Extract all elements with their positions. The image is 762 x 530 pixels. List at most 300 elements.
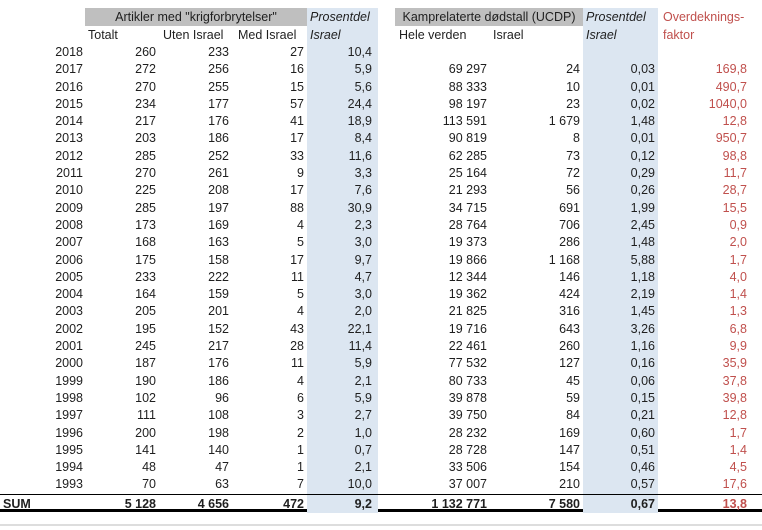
cell-year: 2004 [55,287,83,302]
cell-ucdp-israel: 7 580 [548,496,580,511]
cell-overdekningsfaktor: 2,0 [729,235,747,250]
cell-totalt: 205 [135,304,156,319]
column-gap [378,8,395,26]
cell-totalt: 102 [135,390,156,405]
cell-totalt: 233 [135,269,156,284]
cell-overdekningsfaktor: 12,8 [722,114,747,129]
cell-overdekningsfaktor: 35,9 [722,356,747,371]
cell-prosentdel-ucdp: 2,45 [583,217,658,234]
cell-med-israel: 15 [290,79,304,94]
cell-totalt: 187 [135,356,156,371]
header-articles-prosentdel: Prosentdel [307,8,378,26]
column-gap [378,79,395,96]
cell-prosentdel-israel: 2,1 [307,373,378,390]
cell-ucdp-israel: 10 [566,79,580,94]
column-gap [378,321,395,338]
header-ucdp-israel: Israel [493,28,524,42]
cell-ucdp-israel: 73 [566,148,580,163]
cell-overdekningsfaktor: 490,7 [715,79,747,94]
cell-overdekningsfaktor: 13,8 [722,496,747,511]
cell-hele-verden: 34 715 [448,200,487,215]
cell-prosentdel-ucdp: 0,01 [583,130,658,147]
column-gap [378,182,395,199]
cell-prosentdel-israel: 30,9 [307,200,378,217]
cell-year: 2017 [55,62,83,77]
cell-totalt: 168 [135,235,156,250]
table-row [0,234,762,251]
cell-uten-israel: 47 [215,460,229,475]
cell-totalt: 285 [135,200,156,215]
cell-prosentdel-ucdp: 0,46 [583,459,658,476]
cell-prosentdel-israel: 18,9 [307,113,378,130]
column-gap [378,286,395,303]
cell-year: 1999 [55,373,83,388]
cell-prosentdel-israel: 10,0 [307,476,378,493]
table-body [0,44,762,512]
cell-overdekningsfaktor: 98,8 [722,148,747,163]
cell-uten-israel: 163 [208,235,229,250]
cell-prosentdel-israel: 1,0 [307,425,378,442]
cell-uten-israel: 252 [208,148,229,163]
cell-prosentdel-ucdp: 0,51 [583,442,658,459]
cell-overdekningsfaktor: 39,8 [722,390,747,405]
column-gap [378,165,395,182]
cell-year: 2003 [55,304,83,319]
column-gap [378,61,395,78]
cell-uten-israel: 222 [208,269,229,284]
header-deaths-group: Kamprelaterte dødstall (UCDP) [395,8,583,26]
column-gap [378,390,395,407]
cell-year: 2018 [55,45,83,59]
column-gap [378,234,395,251]
table-row [0,96,762,113]
cell-overdekningsfaktor: 4,0 [729,269,747,284]
cell-uten-israel: 186 [208,373,229,388]
cell-hele-verden [395,44,490,61]
cell-overdekningsfaktor: 15,5 [722,200,747,215]
column-gap [378,269,395,286]
cell-year: 2001 [55,339,83,354]
cell-overdekningsfaktor: 1,7 [729,252,747,267]
cell-year: 2014 [55,114,83,129]
cell-uten-israel: 108 [208,408,229,423]
cell-med-israel: 41 [290,114,304,129]
cell-uten-israel: 176 [208,356,229,371]
header-deaths-prosentdel: Prosentdel [583,8,658,26]
header-overcoverage-line2: faktor [663,28,695,42]
column-gap [378,495,395,513]
cell-ucdp-israel: 691 [559,200,580,215]
cell-ucdp-israel: 286 [559,235,580,250]
cell-prosentdel-ucdp: 0,60 [583,425,658,442]
column-gap [378,338,395,355]
cell-year: 1997 [55,408,83,423]
cell-med-israel: 4 [297,373,304,388]
cell-prosentdel-israel: 2,1 [307,459,378,476]
cell-uten-israel: 256 [208,62,229,77]
cell-med-israel: 57 [290,96,304,111]
cell-year: 2006 [55,252,83,267]
cell-year: 2002 [55,321,83,336]
column-gap [378,373,395,390]
cell-med-israel: 1 [297,442,304,457]
cell-year: 2000 [55,356,83,371]
cell-uten-israel: 152 [208,321,229,336]
cell-hele-verden: 21 293 [448,183,487,198]
cell-totalt: 111 [136,408,156,423]
cell-overdekningsfaktor: 37,8 [722,373,747,388]
cell-year: 2012 [55,148,83,163]
cell-ucdp-israel: 127 [559,356,580,371]
header-hele-verden: Hele verden [399,28,467,42]
cell-uten-israel: 176 [208,114,229,129]
cell-totalt: 225 [135,183,156,198]
cell-prosentdel-israel: 22,1 [307,321,378,338]
cell-prosentdel-ucdp: 1,18 [583,269,658,286]
cell-med-israel: 6 [297,390,304,405]
cell-prosentdel-israel: 11,6 [307,148,378,165]
cell-totalt: 141 [135,442,156,457]
cell-totalt: 270 [135,166,156,181]
cell-prosentdel-ucdp: 1,16 [583,338,658,355]
cell-hele-verden: 19 373 [448,235,487,250]
cell-hele-verden: 77 532 [448,356,487,371]
bottom-divider [0,524,762,526]
cell-prosentdel-israel: 2,0 [307,303,378,320]
header-overcoverage-line1: Overdeknings- [663,10,745,24]
cell-uten-israel: 4 656 [197,496,229,511]
cell-overdekningsfaktor: 1,4 [729,442,747,457]
table-row [0,476,762,493]
cell-ucdp-israel: 147 [559,442,580,457]
cell-uten-israel: 197 [208,200,229,215]
cell-prosentdel-israel: 3,3 [307,165,378,182]
cell-ucdp-israel: 72 [566,166,580,181]
cell-med-israel: 28 [290,339,304,354]
sum-row [0,494,762,512]
cell-uten-israel: 261 [208,166,229,181]
cell-med-israel: 16 [290,62,304,77]
cell-hele-verden: 19 362 [448,287,487,302]
cell-year: 2013 [55,131,83,146]
cell-med-israel: 2 [297,425,304,440]
table-row [0,321,762,338]
cell-prosentdel-israel: 5,9 [307,61,378,78]
cell-prosentdel-ucdp: 3,26 [583,321,658,338]
cell-prosentdel-israel: 3,0 [307,234,378,251]
cell-uten-israel: 198 [208,425,229,440]
cell-uten-israel: 255 [208,79,229,94]
cell-year: 2016 [55,79,83,94]
cell-overdekningsfaktor: 4,5 [729,460,747,475]
column-gap [378,130,395,147]
table-row [0,373,762,390]
column-gap [378,96,395,113]
cell-year: 2011 [56,166,83,181]
cell-ucdp-israel: 169 [559,425,580,440]
table-row [0,269,762,286]
column-gap [378,26,395,44]
cell-overdekningsfaktor: 1,4 [729,287,747,302]
cell-med-israel: 11 [291,269,304,284]
cell-ucdp-israel: 154 [559,460,580,475]
table-row [0,113,762,130]
cell-year: 2010 [55,183,83,198]
cell-med-israel: 11 [291,356,304,371]
cell-med-israel: 43 [290,321,304,336]
table-row [0,148,762,165]
cell-uten-israel: 96 [215,390,229,405]
cell-med-israel: 4 [297,304,304,319]
cell-ucdp-israel [490,44,583,61]
cell-overdekningsfaktor: 12,8 [722,408,747,423]
cell-totalt: 234 [135,96,156,111]
cell-totalt: 285 [135,148,156,163]
cell-ucdp-israel: 146 [559,269,580,284]
header-totalt: Totalt [88,28,118,42]
cell-totalt: 5 128 [124,496,156,511]
table-row [0,459,762,476]
cell-ucdp-israel: 45 [566,373,580,388]
cell-prosentdel-ucdp: 2,19 [583,286,658,303]
cell-prosentdel-israel: 24,4 [307,96,378,113]
header-year-spacer [0,26,85,44]
cell-hele-verden: 113 591 [442,114,487,129]
cell-ucdp-israel: 210 [559,477,580,492]
cell-totalt: 70 [142,477,156,492]
cell-med-israel: 27 [290,45,304,59]
cell-prosentdel-ucdp: 1,48 [583,234,658,251]
cell-year: 2007 [55,235,83,250]
cell-uten-israel: 217 [208,339,229,354]
cell-med-israel: 3 [297,408,304,423]
column-gap [378,355,395,372]
cell-prosentdel-israel: 9,2 [307,495,378,513]
table-row [0,44,762,61]
cell-prosentdel-israel: 11,4 [307,338,378,355]
cell-prosentdel-israel: 2,3 [307,217,378,234]
table-row [0,303,762,320]
cell-med-israel: 4 [297,217,304,232]
header-articles-israel: Israel [307,26,378,44]
cell-overdekningsfaktor: 17,6 [722,477,747,492]
cell-overdekningsfaktor: 950,7 [715,131,747,146]
cell-hele-verden: 1 132 771 [431,496,487,511]
cell-overdekningsfaktor: 6,8 [729,321,747,336]
cell-totalt: 270 [135,79,156,94]
cell-med-israel: 33 [290,148,304,163]
cell-hele-verden: 28 728 [448,442,487,457]
cell-hele-verden: 90 819 [448,131,487,146]
cell-hele-verden: 88 333 [448,79,487,94]
cell-totalt: 173 [135,217,156,232]
cell-overdekningsfaktor: 1,7 [729,425,747,440]
header-deaths-israel: Israel [583,26,658,44]
cell-hele-verden: 21 825 [448,304,487,319]
cell-prosentdel-ucdp: 0,06 [583,373,658,390]
cell-hele-verden: 33 506 [448,460,487,475]
cell-ucdp-israel: 24 [566,62,580,77]
cell-ucdp-israel: 23 [566,96,580,111]
cell-med-israel: 17 [290,252,304,267]
table-row [0,252,762,269]
cell-uten-israel: 186 [208,131,229,146]
header-uten-israel: Uten Israel [163,28,224,42]
header-subcolumn-row [0,26,762,44]
table-row [0,200,762,217]
cell-totalt: 203 [135,131,156,146]
cell-totalt: 195 [135,321,156,336]
column-gap [378,252,395,269]
cell-prosentdel-israel: 3,0 [307,286,378,303]
cell-hele-verden: 12 344 [448,269,487,284]
header-med-israel: Med Israel [238,28,297,42]
column-gap [378,442,395,459]
column-gap [378,200,395,217]
cell-prosentdel-israel: 10,4 [307,44,378,61]
cell-hele-verden: 25 164 [448,166,487,181]
column-gap [378,476,395,493]
cell-prosentdel-ucdp: 1,99 [583,200,658,217]
cell-overdekningsfaktor: 169,8 [715,62,747,77]
cell-med-israel: 472 [283,496,304,511]
column-gap [378,425,395,442]
header-year-spacer [0,8,85,26]
cell-ucdp-israel: 56 [566,183,580,198]
cell-year: 2005 [55,269,83,284]
cell-hele-verden: 69 297 [448,62,487,77]
cell-prosentdel-ucdp: 0,03 [583,61,658,78]
cell-overdekningsfaktor: 9,9 [729,339,747,354]
cell-ucdp-israel: 424 [559,287,580,302]
cell-prosentdel-ucdp: 1,48 [583,113,658,130]
cell-hele-verden: 62 285 [448,148,487,163]
cell-med-israel: 17 [290,183,304,198]
cell-hele-verden: 28 764 [448,217,487,232]
table-row [0,425,762,442]
cell-overdekningsfaktor: 28,7 [722,183,747,198]
column-gap [378,217,395,234]
cell-year: 1995 [55,442,83,457]
cell-hele-verden: 19 716 [448,321,487,336]
cell-prosentdel-ucdp: 0,15 [583,390,658,407]
cell-hele-verden: 19 866 [448,252,487,267]
table-row [0,286,762,303]
cell-ucdp-israel: 260 [559,339,580,354]
cell-med-israel: 1 [297,460,304,475]
cell-uten-israel: 158 [208,252,229,267]
cell-overdekningsfaktor [658,44,750,61]
cell-ucdp-israel: 59 [566,390,580,405]
cell-year: 2015 [55,96,83,111]
cell-hele-verden: 98 197 [448,96,487,111]
cell-prosentdel-ucdp: 0,16 [583,355,658,372]
cell-ucdp-israel: 643 [559,321,580,336]
cell-prosentdel-israel: 5,9 [307,355,378,372]
cell-uten-israel: 177 [208,96,229,111]
column-gap [378,113,395,130]
table-row [0,182,762,199]
cell-med-israel: 88 [290,200,304,215]
cell-hele-verden: 39 750 [448,408,487,423]
cell-overdekningsfaktor: 0,9 [729,217,747,232]
cell-med-israel: 17 [290,131,304,146]
column-gap [378,303,395,320]
table-row [0,61,762,78]
column-gap [378,459,395,476]
table-row [0,217,762,234]
cell-prosentdel-ucdp: 0,01 [583,79,658,96]
cell-prosentdel-ucdp: 0,12 [583,148,658,165]
header-articles-group: Artikler med "krigforbrytelser" [85,8,307,26]
cell-med-israel: 9 [297,166,304,181]
cell-totalt: 217 [135,114,156,129]
cell-year: 2008 [55,217,83,232]
column-gap [378,44,395,61]
cell-overdekningsfaktor: 1040,0 [708,96,747,111]
column-gap [378,407,395,424]
cell-prosentdel-ucdp: 0,02 [583,96,658,113]
cell-totalt: 245 [135,339,156,354]
cell-prosentdel-israel: 8,4 [307,130,378,147]
cell-prosentdel-israel: 5,6 [307,79,378,96]
table-row [0,130,762,147]
cell-uten-israel: 208 [208,183,229,198]
cell-ucdp-israel: 1 679 [548,114,580,129]
cell-hele-verden: 22 461 [448,339,487,354]
cell-ucdp-israel: 8 [573,131,580,146]
cell-prosentdel-israel: 4,7 [307,269,378,286]
cell-ucdp-israel: 84 [566,408,580,423]
cell-ucdp-israel: 1 168 [548,252,580,267]
table-row [0,338,762,355]
cell-prosentdel-israel: 2,7 [307,407,378,424]
cell-hele-verden: 28 232 [448,425,487,440]
cell-uten-israel: 140 [208,442,229,457]
cell-med-israel: 7 [297,477,304,492]
cell-prosentdel-ucdp: 0,57 [583,476,658,493]
cell-hele-verden: 39 878 [448,390,487,405]
cell-year: SUM [3,496,31,511]
cell-prosentdel-ucdp: 1,45 [583,303,658,320]
cell-totalt: 48 [142,460,156,475]
cell-prosentdel-ucdp: 0,67 [583,495,658,513]
table-row [0,390,762,407]
cell-totalt: 272 [135,62,156,77]
cell-year: 1993 [55,477,83,492]
cell-uten-israel: 233 [208,45,229,59]
cell-prosentdel-ucdp [583,44,658,61]
cell-prosentdel-israel: 9,7 [307,252,378,269]
table-row [0,442,762,459]
cell-year: 1998 [55,390,83,405]
cell-ucdp-israel: 316 [559,304,580,319]
cell-uten-israel: 201 [208,304,229,319]
cell-overdekningsfaktor: 1,3 [729,304,747,319]
table-row [0,355,762,372]
cell-uten-israel: 169 [208,217,229,232]
cell-prosentdel-ucdp: 0,21 [583,407,658,424]
column-gap [378,148,395,165]
cell-uten-israel: 63 [215,477,229,492]
table-row [0,165,762,182]
cell-uten-israel: 159 [208,287,229,302]
cell-year: 1994 [55,460,83,475]
cell-prosentdel-ucdp: 5,88 [583,252,658,269]
cell-hele-verden: 80 733 [448,373,487,388]
cell-ucdp-israel: 706 [559,217,580,232]
table-row [0,407,762,424]
